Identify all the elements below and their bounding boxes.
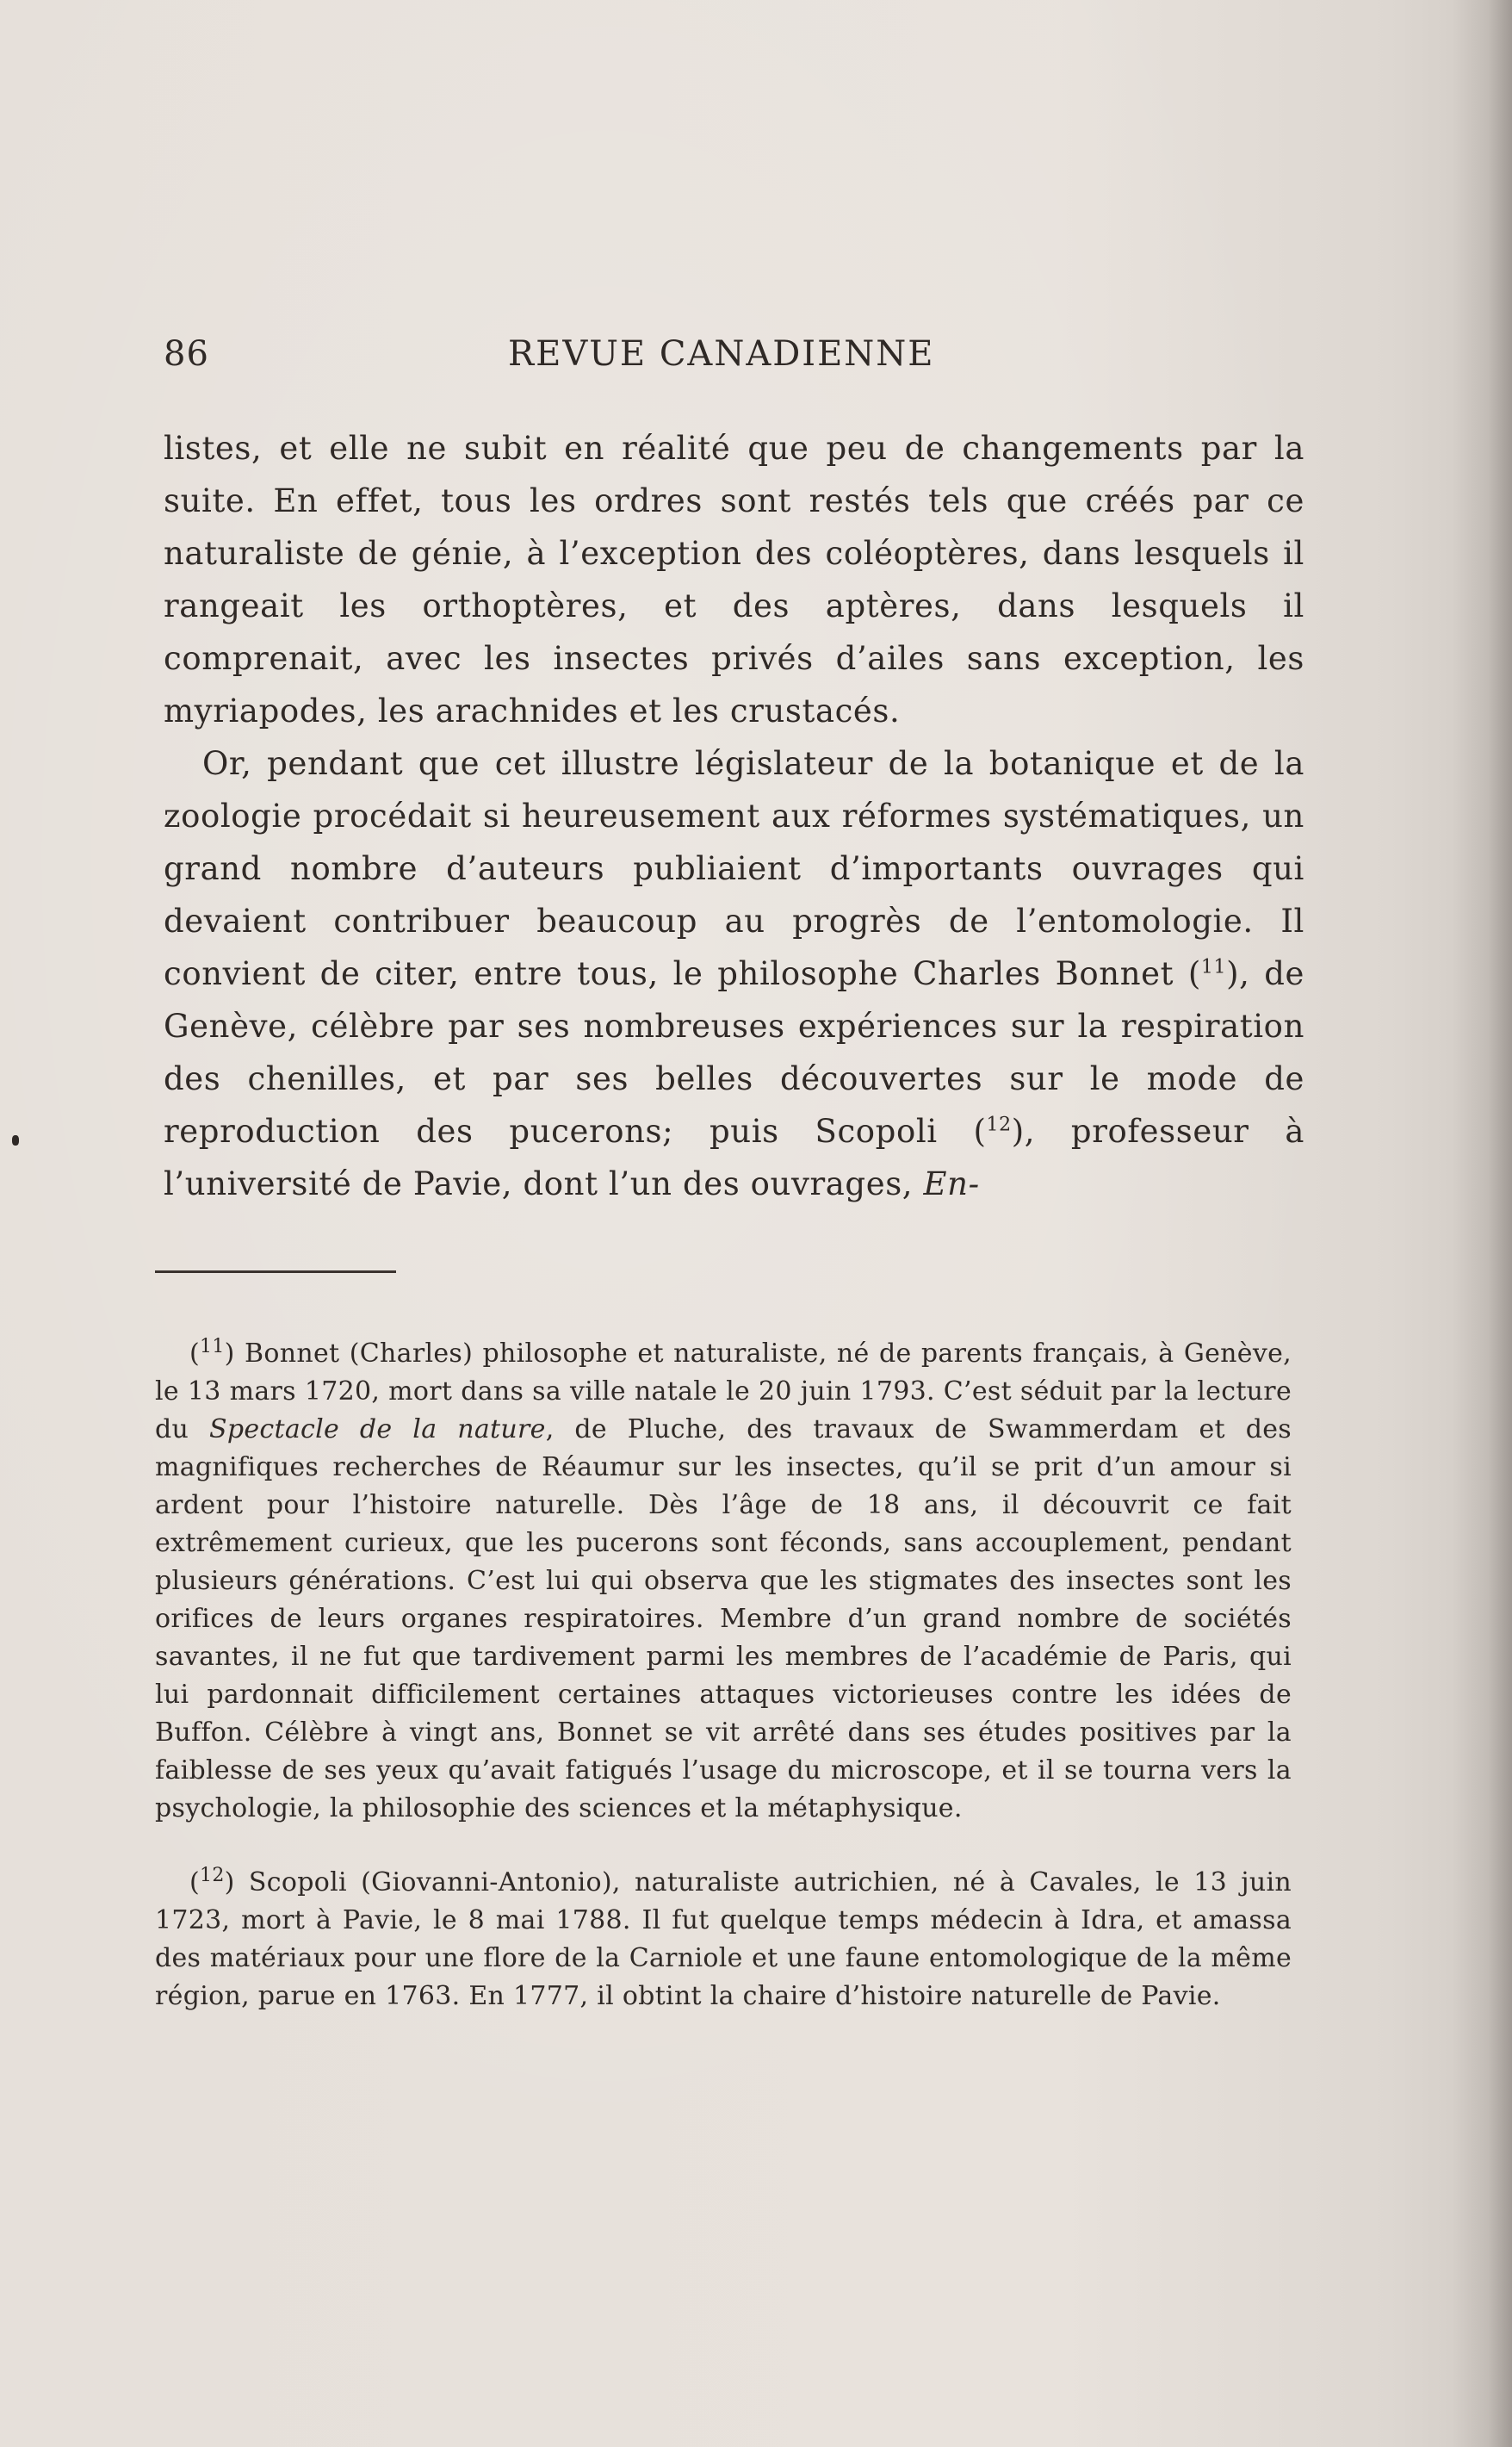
- footnote-text: Bonnet (Charles) philosophe et naturaliste, né de parents français, à Genève, le 13 mars 1720, mort dans sa ville natale le 20 juin 1793. C’est séduit par la lecture du: [155, 1338, 1292, 1444]
- ink-mark: [12, 1135, 19, 1146]
- footnote-text: , de Pluche, des travaux de Swammerdam et des magnifiques recherches de Réaumur sur les insectes, qu’il se prit d’un amour si ardent pour l’histoire naturelle. Dès l’âge de 18 ans, il découvrit ce fait extrêmement curieux, que les pucerons sont féconds, sans accouplement, pendant plusieurs générations. C’est lui qui observa que les stigmates des insectes sont les orifices de leurs organes respiratoires. Membre d’un grand nombre de sociétés savantes, il ne fut que tardivement parmi les membres de l’académie de Paris, qui lui pardonnait difficilement certaines attaques victorieuses contre les idées de Buffon. Célèbre à vingt ans, Bonnet se vit arrêté dans ses études positives par la faiblesse de ses yeux qu’avait fatigués l’usage du microscope, et il se tourna vers la psychologie, la philosophie des sciences et la métaphysique.: [155, 1414, 1292, 1823]
- binding-shadow: [1452, 0, 1512, 2447]
- footnote-ref-12: 12: [986, 1114, 1012, 1136]
- page-header: [164, 334, 1309, 377]
- footnote-marker: 11: [200, 1336, 225, 1357]
- footnote-12: ($^{12}$) Scopoli (Giovanni-Antonio), naturaliste autrichien, né à Cavales, le 13 juin 1723, mort à Pavie, le 8 mai 1788. Il fut quelque temps médecin à Idra, et amassa des matériaux pour une flore de la Carniole et une faune entomologique de la même région, parue en 1763. En 1777, il obtint la chaire d’histoire naturelle de Pavie.: [155, 1865, 1292, 2011]
- footnote-marker: 12: [200, 1865, 225, 1886]
- footnotes: [155, 1335, 1292, 2015]
- footnote-separator: [155, 1270, 396, 1273]
- italic-word: En-: [923, 1165, 980, 1202]
- paragraph-text: listes, et elle ne subit en réalité que peu de changements par la suite. En effet, tous les ordres sont restés tels que créés par ce naturaliste de génie, à l’exception des coléoptères, dans lesquels il rangeait les orthoptères, et des aptères, dans lesquels il comprenait, avec les insectes privés d’ailes sans exception, les myriapodes, les arachnides et les crustacés.: [164, 430, 1304, 730]
- running-title: REVUE CANADIENNE: [508, 334, 935, 374]
- main-text: [164, 422, 1304, 1210]
- paragraph-continuation: [164, 422, 1304, 737]
- footnote-text: Scopoli (Giovanni-Antonio), naturaliste autrichien, né à Cavales, le 13 juin 1723, mort à Pavie, le 8 mai 1788. Il fut quelque temps médecin à Idra, et amassa des matériaux pour une flore de la Carniole et une faune entomologique de la même région, parue en 1763. En 1777, il obtint la chaire d’histoire naturelle de Pavie.: [155, 1867, 1292, 2011]
- book-title: Spectacle de la nature: [208, 1414, 546, 1444]
- paragraph-text: ), de Genève, célèbre par ses nombreuses expériences sur la respiration des chenilles, et par ses belles découvertes sur le mode de reproduction des pucerons; puis Scopoli (: [164, 955, 1304, 1150]
- page-number: 86: [164, 334, 209, 374]
- footnote-ref-11: 11: [1200, 956, 1227, 978]
- paragraph-text: Or, pendant que cet illustre législateur de la botanique et de la zoologie procédait si heureusement aux réformes systématiques, un grand nombre d’auteurs publiaient d’importants ouvrages qui devaient contribuer beaucoup au progrès de l’entomologie. Il convient de citer, entre tous, le philosophe Charles Bonnet (: [164, 745, 1304, 992]
- paragraph: [164, 737, 1304, 1210]
- footnote-11: ($^{11}$) Bonnet (Charles) philosophe et naturaliste, né de parents français, à Genève, le 13 mars 1720, mort dans sa ville natale le 20 juin 1793. C’est séduit par la lecture du Spectacle de la nature, de Pluche, des travaux de Swammerdam et des magnifiques recherches de Réaumur sur les insectes, qu’il se prit d’un amour si ardent pour l’histoire naturelle. Dès l’âge de 18 ans, il découvrit ce fait extrêmement curieux, que les pucerons sont féconds, sans accouplement, pendant plusieurs générations. C’est lui qui observa que les stigmates des insectes sont les orifices de leurs organes respiratoires. Membre d’un grand nombre de sociétés savantes, il ne fut que tardivement parmi les membres de l’académie de Paris, qui lui pardonnait difficilement certaines attaques victorieuses contre les idées de Buffon. Célèbre à vingt ans, Bonnet se vit arrêté dans ses études positives par la faiblesse de ses yeux qu’avait fatigués l’usage du microscope, et il se tourna vers la psychologie, la philosophie des sciences et la métaphysique.: [155, 1336, 1292, 1823]
- paragraph-text: ), professeur à l’université de Pavie, dont l’un des ouvrages,: [164, 1113, 1305, 1202]
